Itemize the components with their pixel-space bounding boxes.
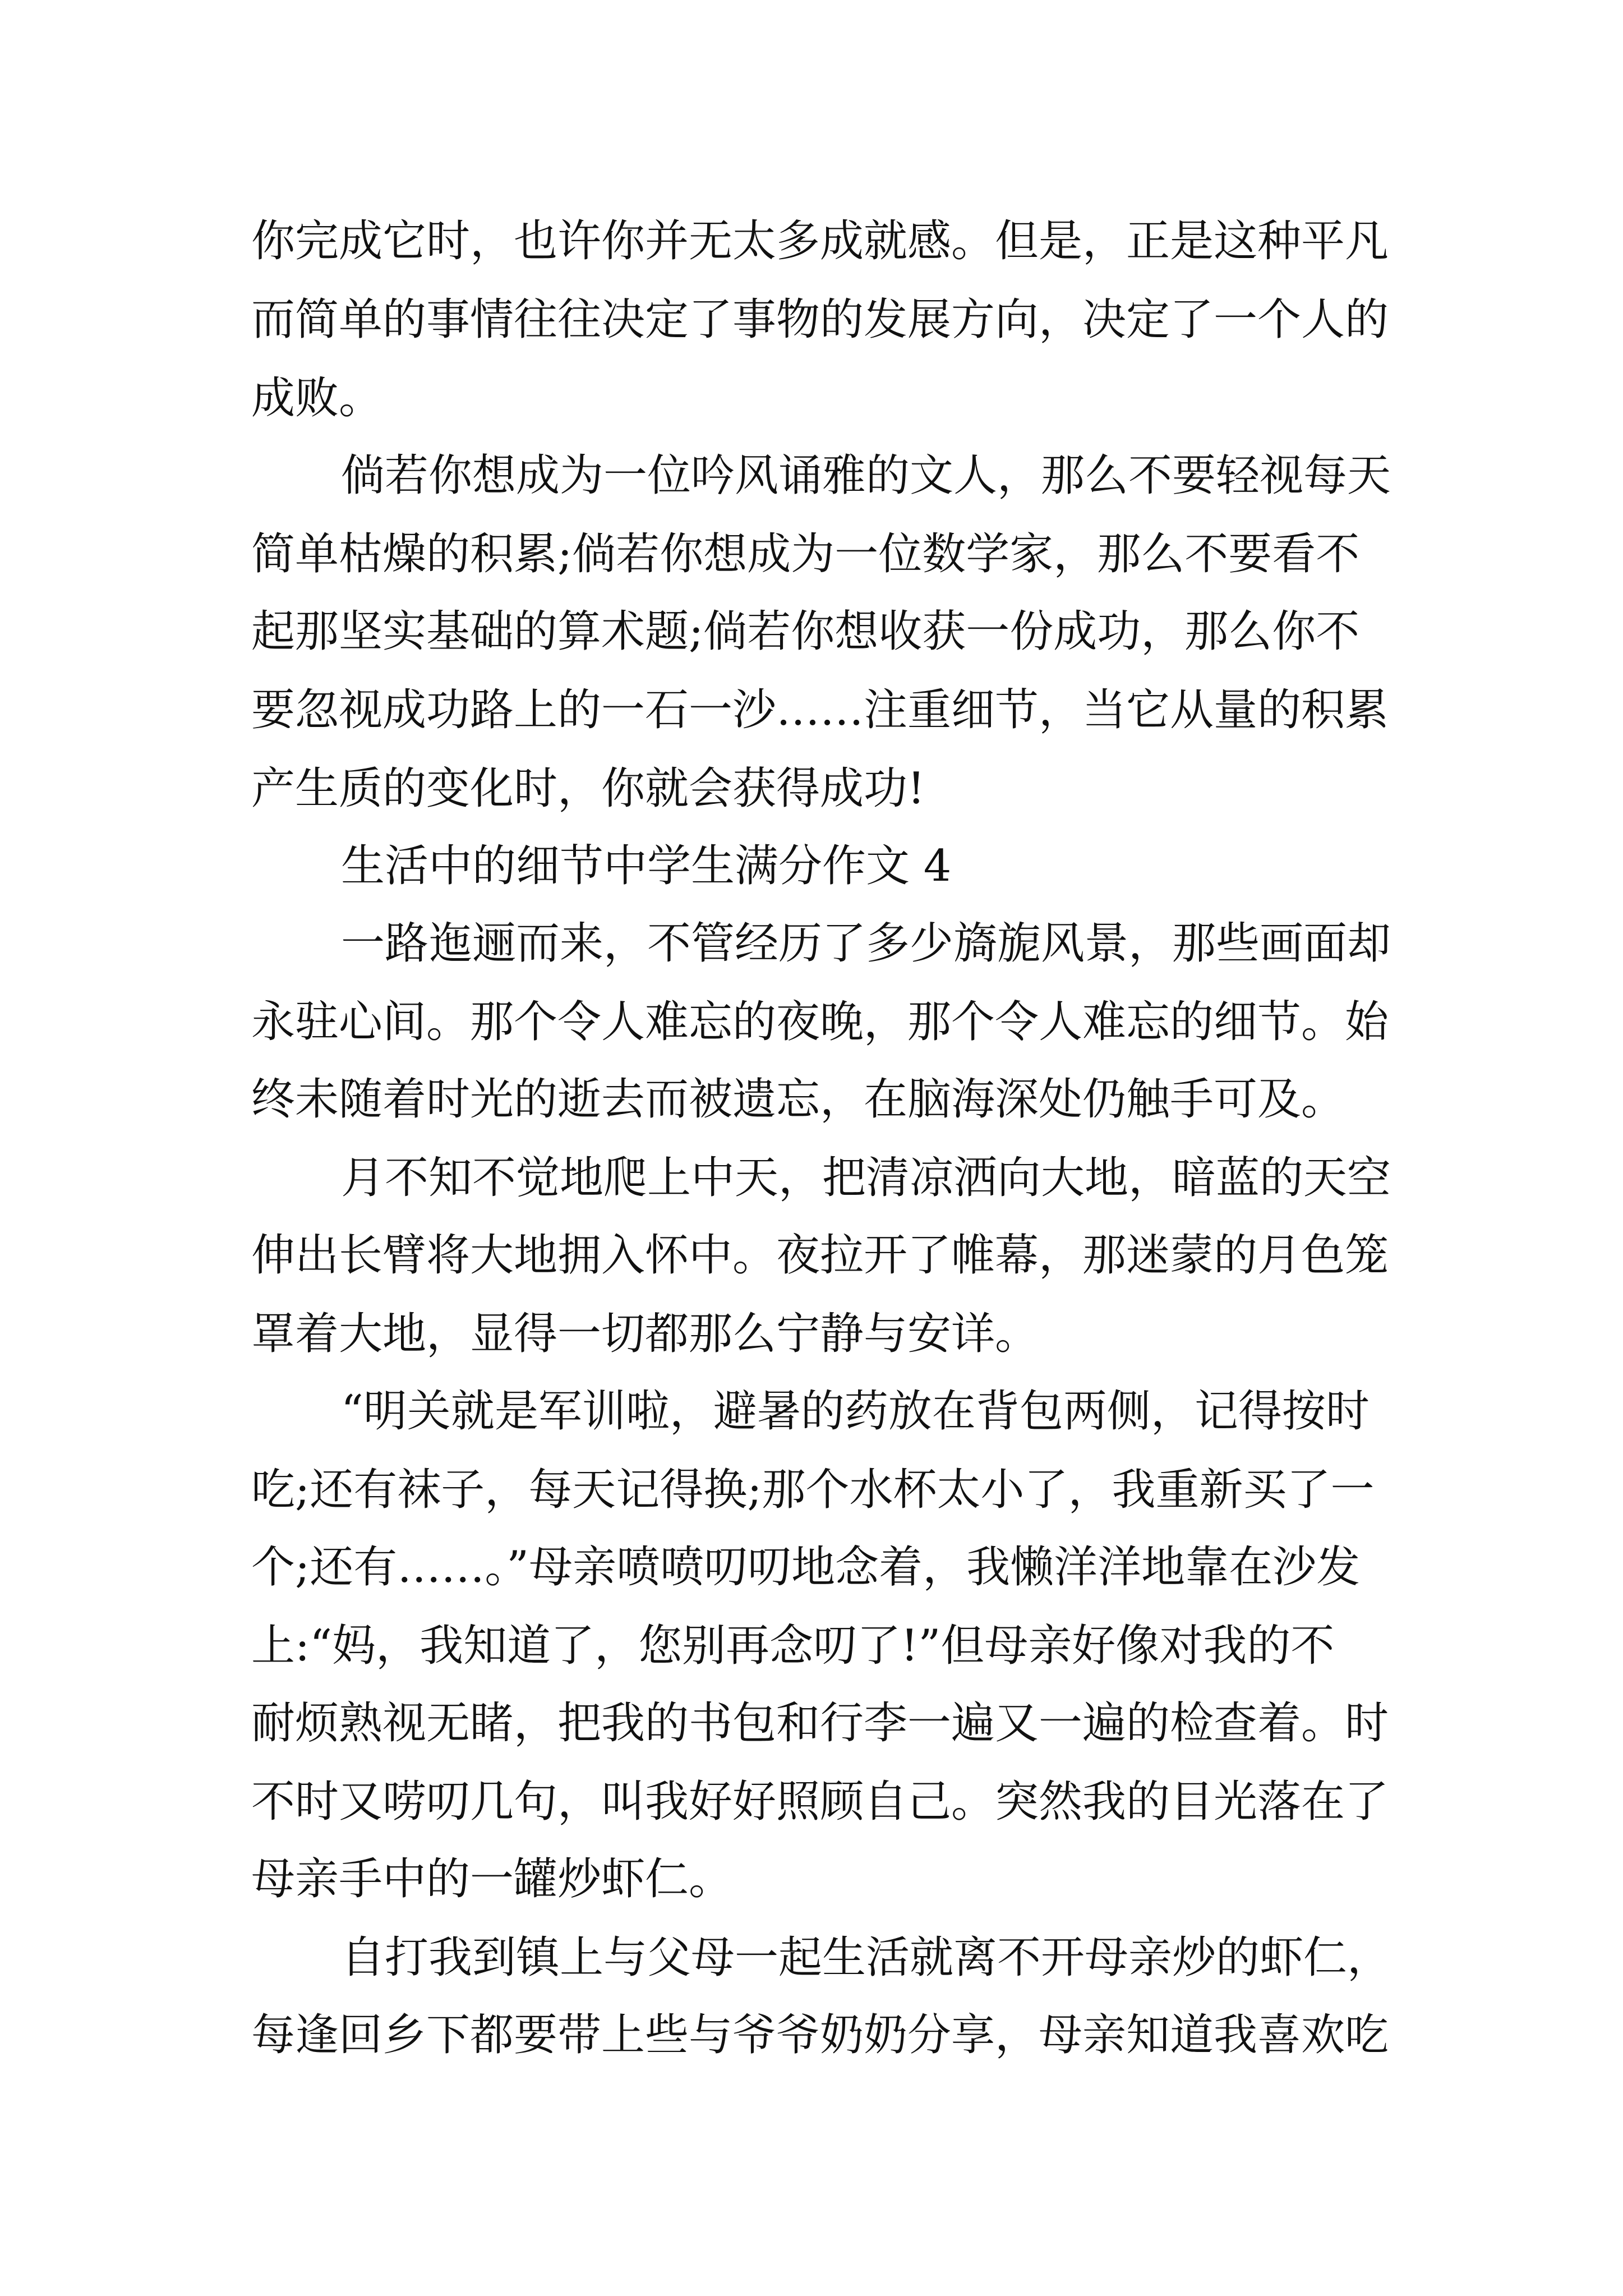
text-line: 永驻心间。那个令人难忘的夜晚，那个令人难忘的细节。始 (251, 997, 1389, 1047)
text-line: 个;还有……。”母亲喷喷叨叨地念着，我懒洋洋地靠在沙发 (251, 1542, 1361, 1593)
text-line: 母亲手中的一罐炒虾仁。 (251, 1854, 733, 1904)
text-line: 每逢回乡下都要带上些与爷爷奶奶分享，母亲知道我喜欢吃 (251, 2010, 1389, 2060)
paragraph-first-line: “明关就是军训啦，避暑的药放在背包两侧，记得按时 (341, 1386, 1370, 1437)
text-line: 吃;还有袜子，每天记得换;那个水杯太小了，我重新买了一 (251, 1465, 1375, 1515)
text-line: 你完成它时，也许你并无太多成就感。但是，正是这种平凡 (251, 216, 1389, 266)
text-line: 上:“妈，我知道了，您别再念叨了!”但母亲好像对我的不 (251, 1621, 1335, 1671)
text-line: 而简单的事情往往决定了事物的发展方向，决定了一个人的 (251, 295, 1389, 345)
paragraph-first-line: 一路迤逦而来，不管经历了多少旖旎风景，那些画面却 (341, 918, 1391, 969)
section-heading: 生活中的细节中学生满分作文 4 (341, 841, 952, 891)
text-line: 要忽视成功路上的一石一沙……注重细节，当它从量的积累 (251, 685, 1389, 735)
text-line: 成败。 (251, 373, 383, 424)
text-line: 不时又唠叨几句，叫我好好照顾自己。突然我的目光落在了 (251, 1777, 1389, 1827)
text-line: 伸出长臂将大地拥入怀中。夜拉开了帷幕，那迷蒙的月色笼 (251, 1230, 1389, 1281)
text-line: 耐烦熟视无睹，把我的书包和行李一遍又一遍的检查着。时 (251, 1698, 1389, 1749)
text-line: 起那坚实基础的算术题;倘若你想收获一份成功，那么你不 (251, 606, 1360, 657)
paragraph-first-line: 自打我到镇上与父母一起生活就离不开母亲炒的虾仁， (341, 1932, 1391, 1983)
text-line: 终未随着时光的逝去而被遗忘，在脑海深处仍触手可及。 (251, 1074, 1345, 1125)
text-line: 罩着大地，显得一切都那么宁静与安详。 (251, 1309, 1039, 1359)
paragraph-first-line: 倘若你想成为一位吟风诵雅的文人，那么不要轻视每天 (341, 450, 1391, 501)
paragraph-first-line: 月不知不觉地爬上中天，把清凉洒向大地，暗蓝的天空 (341, 1153, 1391, 1203)
text-line: 简单枯燥的积累;倘若你想成为一位数学家，那么不要看不 (251, 529, 1360, 579)
text-line: 产生质的变化时，你就会获得成功! (251, 763, 925, 814)
